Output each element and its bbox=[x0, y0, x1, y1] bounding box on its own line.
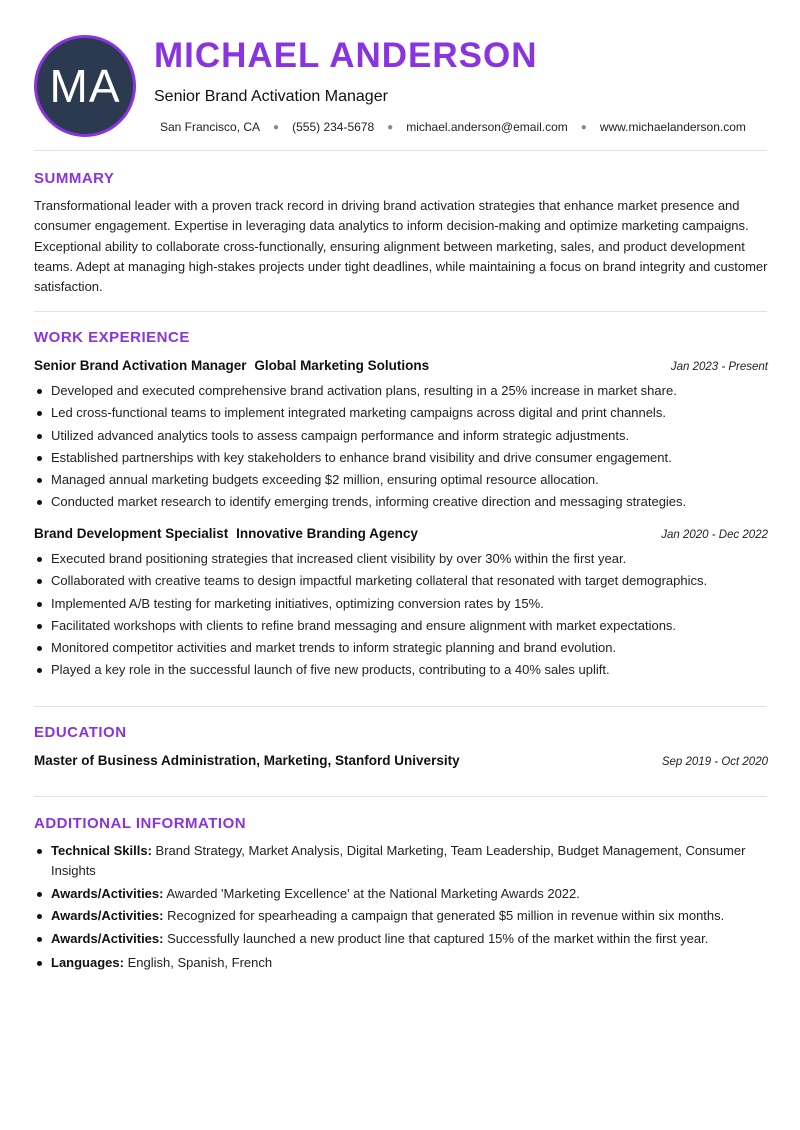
job-dates: Jan 2020 - Dec 2022 bbox=[661, 529, 768, 541]
list-item bbox=[34, 884, 768, 904]
item-text: Successfully launched a new product line that captured 15% of the market within the first year. bbox=[167, 930, 709, 946]
item-text: Brand Strategy, Market Analysis, Digital Marketing, Team Leadership, Budget Management, Consumer Insights bbox=[51, 843, 746, 878]
list-item: Led cross-functional teams to implement integrated marketing campaigns across digital and print channels. bbox=[34, 402, 768, 424]
list-item: Conducted market research to identify emerging trends, informing creative direction and messaging strategies. bbox=[34, 491, 768, 513]
list-item: Managed annual marketing budgets exceeding $2 million, ensuring optimal resource allocation. bbox=[34, 469, 768, 491]
candidate-title: Senior Brand Activation Manager bbox=[154, 88, 388, 105]
job-company: Innovative Branding Agency bbox=[236, 526, 418, 541]
additional-info-heading: ADDITIONAL INFORMATION bbox=[34, 815, 247, 832]
item-label: Awards/Activities: bbox=[51, 908, 164, 923]
separator-dot-icon: ● bbox=[580, 121, 587, 133]
contact-location: San Francisco, CA bbox=[160, 120, 261, 134]
summary-text: Transformational leader with a proven track record in driving brand activation strategies that enhance market presence and consumer engagement. Expertise in leveraging data analytics to inform decision-making and optimize marketing campaigns. Exceptional ability to collaborate cross-functionally, ensuring alignment between marketing, sales, and product development teams. Adept at managing high-stakes projects under tight deadlines, while maintaining a focus on brand integrity and customer satisfaction. bbox=[34, 198, 768, 295]
list-item bbox=[34, 929, 768, 949]
contact-website[interactable]: www.michaelanderson.com bbox=[599, 120, 746, 134]
degree: Master of Business Administration, Marketing, Stanford University bbox=[34, 753, 460, 768]
item-label: Technical Skills: bbox=[51, 843, 152, 858]
separator-dot-icon: ● bbox=[273, 121, 280, 133]
job-bullets bbox=[34, 380, 768, 514]
job-header bbox=[34, 526, 768, 541]
item-label: Languages: bbox=[51, 954, 124, 970]
avatar bbox=[34, 35, 136, 137]
additional-info-list bbox=[34, 841, 768, 975]
list-item: Played a key role in the successful launch of five new products, contributing to a 40% sales uplift. bbox=[34, 659, 768, 681]
item-label: Awards/Activities: bbox=[51, 930, 164, 946]
candidate-name: MICHAEL ANDERSON bbox=[154, 36, 538, 75]
list-item: Established partnerships with key stakeholders to enhance brand visibility and drive consumer engagement. bbox=[34, 447, 768, 469]
job-title-line bbox=[34, 526, 418, 541]
divider bbox=[34, 150, 767, 151]
item-label: Awards/Activities: bbox=[51, 885, 164, 901]
job-title-line bbox=[34, 358, 429, 373]
education-heading: EDUCATION bbox=[34, 724, 127, 741]
divider bbox=[34, 796, 767, 797]
summary-heading: SUMMARY bbox=[34, 170, 115, 187]
job-bullets bbox=[34, 548, 768, 682]
contact-email[interactable]: michael.anderson@email.com bbox=[406, 120, 568, 134]
item-text: Awarded 'Marketing Excellence' at the National Marketing Awards 2022. bbox=[166, 885, 580, 901]
education-entry bbox=[34, 753, 768, 768]
work-experience-heading: WORK EXPERIENCE bbox=[34, 329, 190, 346]
list-item bbox=[34, 841, 768, 881]
job-dates: Jan 2023 - Present bbox=[670, 361, 768, 373]
list-item: Collaborated with creative teams to design impactful marketing collateral that resonated with target demographics. bbox=[34, 570, 768, 592]
list-item: Developed and executed comprehensive brand activation plans, resulting in a 25% increase in market share. bbox=[34, 380, 768, 402]
contact-bar bbox=[160, 120, 746, 134]
divider bbox=[34, 311, 767, 312]
list-item: Facilitated workshops with clients to refine brand messaging and ensure alignment with market expectations. bbox=[34, 615, 768, 637]
list-item: Utilized advanced analytics tools to assess campaign performance and inform strategic adjustments. bbox=[34, 425, 768, 447]
item-text: Recognized for spearheading a campaign that generated $5 million in revenue within six months. bbox=[167, 908, 725, 923]
avatar-initials: MA bbox=[49, 60, 121, 112]
list-item: Executed brand positioning strategies that increased client visibility by over 30% within the first year. bbox=[34, 548, 768, 570]
separator-dot-icon: ● bbox=[387, 121, 394, 133]
list-item: Monitored competitor activities and market trends to inform strategic planning and brand evolution. bbox=[34, 637, 768, 659]
job-title: Senior Brand Activation Manager bbox=[34, 358, 247, 373]
job-company: Global Marketing Solutions bbox=[254, 358, 430, 373]
job-header bbox=[34, 358, 768, 373]
job-title: Brand Development Specialist bbox=[34, 526, 229, 541]
item-text: English, Spanish, French bbox=[127, 954, 273, 970]
list-item bbox=[34, 906, 768, 926]
contact-phone[interactable]: (555) 234-5678 bbox=[292, 120, 375, 134]
list-item bbox=[34, 953, 768, 973]
education-dates: Sep 2019 - Oct 2020 bbox=[661, 756, 768, 768]
list-item: Implemented A/B testing for marketing initiatives, optimizing conversion rates by 15%. bbox=[34, 593, 768, 615]
divider bbox=[34, 706, 767, 707]
